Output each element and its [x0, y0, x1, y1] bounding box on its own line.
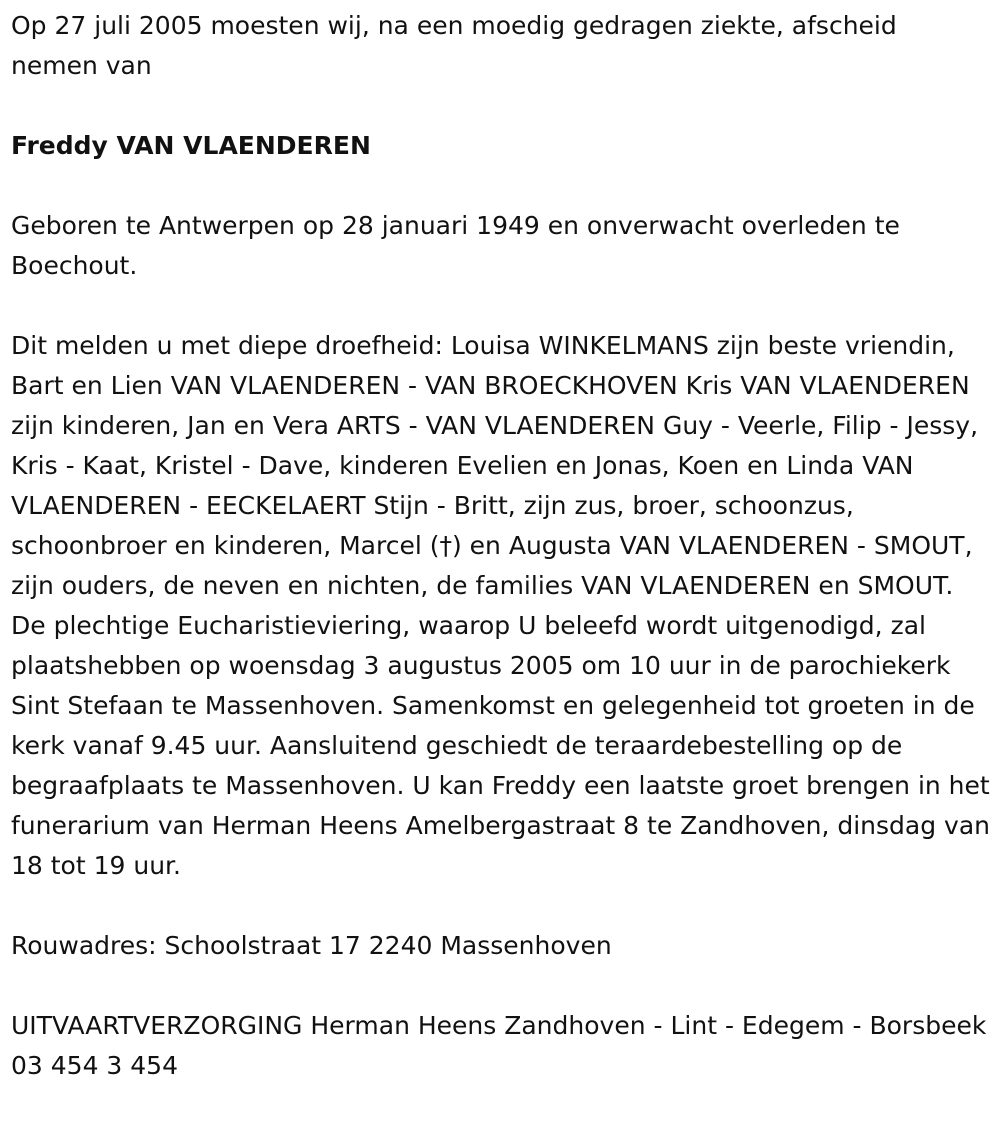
birth-paragraph: Geboren te Antwerpen op 28 januari 1949 en onverwacht overleden te Boechout. [11, 211, 900, 280]
deceased-name: Freddy VAN VLAENDEREN [11, 131, 371, 160]
intro-paragraph: Op 27 juli 2005 moesten wij, na een moedig gedragen ziekte, afscheid nemen van [11, 11, 897, 80]
announcement-paragraph: Dit melden u met diepe droefheid: Louisa WINKELMANS zijn beste vriendin, Bart en Lien VAN VLAENDEREN - VAN BROECKHOVEN Kris VAN VLAENDEREN zijn kinderen, Jan en Vera ARTS - VAN VLAENDEREN Guy - Veerle, Filip - Jessy, Kris - Kaat, Kristel - Dave, kinderen Evelien en Jonas, Koen en Linda VAN VLAENDEREN - EECKELAERT Stijn - Britt, zijn zus, broer, schoonzus, schoonbroer en kinderen, Marcel (†) en Augusta VAN VLAENDEREN - SMOUT, zijn ouders, de neven en nichten, de families VAN VLAENDEREN en SMOUT. De plechtige Eucharistieviering, waarop U beleefd wordt uitgenodigd, zal plaatshebben op woensdag 3 augustus 2005 om 10 uur in de parochiekerk Sint Stefaan te Massenhoven. Samenkomst en gelegenheid tot groeten in de kerk vanaf 9.45 uur. Aansluitend geschiedt de teraardebestelling op de begraafplaats te Massenhoven. U kan Freddy een laatste groet brengen in het funerarium van Herman Heens Amelbergastraat 8 te Zandhoven, dinsdag van 18 tot 19 uur. [11, 331, 991, 880]
mourning-address: Rouwadres: Schoolstraat 17 2240 Massenhoven [11, 931, 612, 960]
undertaker-info: UITVAARTVERZORGING Herman Heens Zandhoven - Lint - Edegem - Borsbeek 03 454 3 454 [11, 1011, 987, 1080]
